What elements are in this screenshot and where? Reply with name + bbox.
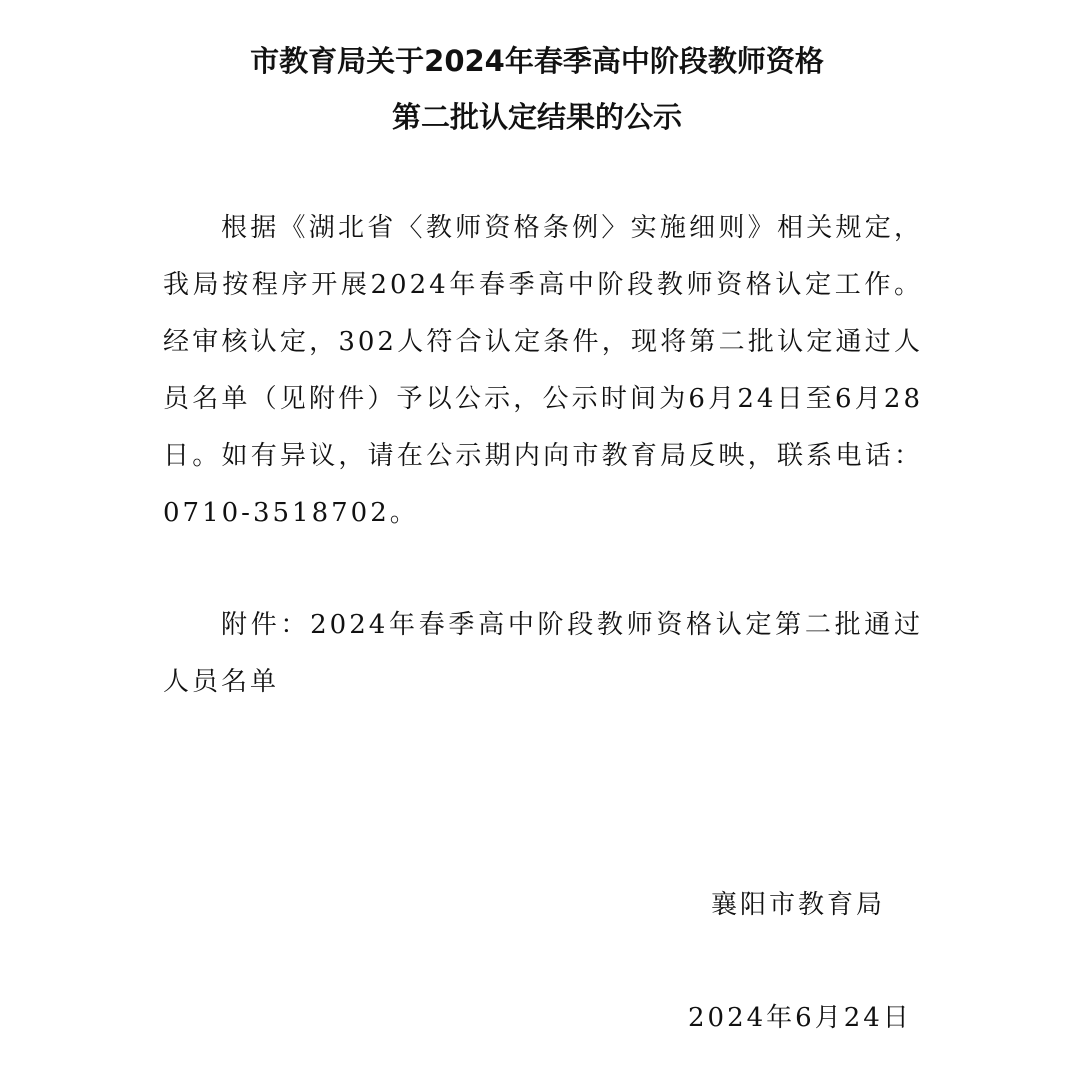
issue-date: 2024年6月24日	[688, 1003, 912, 1033]
document-title-line-2: 第二批认定结果的公示	[391, 100, 682, 134]
attachment-note: 附件：2024年春季高中阶段教师资格认定第二批通过人员名单	[163, 610, 923, 697]
body-paragraph: 根据《湖北省〈教师资格条例〉实施细则》相关规定，我局按程序开展2024年春季高中阶段教师资格认定工作。经审核认定，302人符合认定条件，现将第二批认定通过人员名单（见附件）予以公示，公示时间为6月24日至6月28日。如有异议，请在公示期内向市教育局反映，联系电话：0710-3518702。	[163, 213, 923, 528]
issuer-signature: 襄阳市教育局	[711, 890, 886, 920]
document-title-line-1: 市教育局关于2024年春季高中阶段教师资格	[250, 44, 824, 78]
